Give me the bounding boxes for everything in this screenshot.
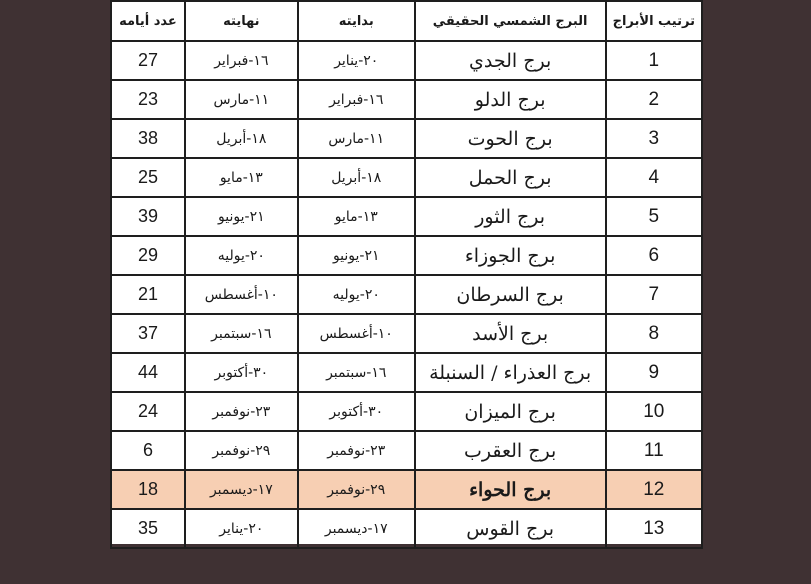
table-row <box>111 431 702 470</box>
start-cell: ٣٠-أكتوبر <box>298 392 415 431</box>
start-cell: ٢٠-يناير <box>298 41 415 80</box>
days-cell: 29 <box>111 236 185 275</box>
table-row <box>111 314 702 353</box>
rank-cell: 8 <box>606 314 702 353</box>
end-cell: ١٨-أبريل <box>185 119 298 158</box>
sign-cell: برج الأسد <box>415 314 606 353</box>
rank-cell: 9 <box>606 353 702 392</box>
header-sign: البرج الشمسي الحقيقي <box>415 1 606 41</box>
days-cell: 18 <box>111 470 185 509</box>
rank-cell: 4 <box>606 158 702 197</box>
days-cell: 23 <box>111 80 185 119</box>
start-cell: ١٧-ديسمبر <box>298 509 415 548</box>
end-cell: ١٧-ديسمبر <box>185 470 298 509</box>
start-cell: ٢١-يونيو <box>298 236 415 275</box>
rank-cell: 7 <box>606 275 702 314</box>
rank-cell: 13 <box>606 509 702 548</box>
table-row <box>111 119 702 158</box>
table-body <box>111 41 702 548</box>
zodiac-table-container <box>110 0 703 544</box>
end-cell: ٢٩-نوفمبر <box>185 431 298 470</box>
sign-cell: برج الجوزاء <box>415 236 606 275</box>
rank-cell: 6 <box>606 236 702 275</box>
start-cell: ١٣-مايو <box>298 197 415 236</box>
start-cell: ١٠-أغسطس <box>298 314 415 353</box>
sign-cell: برج الحوت <box>415 119 606 158</box>
table-row <box>111 236 702 275</box>
table-row-highlighted <box>111 470 702 509</box>
sign-cell: برج الجدي <box>415 41 606 80</box>
sign-cell: برج العقرب <box>415 431 606 470</box>
rank-cell: 10 <box>606 392 702 431</box>
sign-cell: برج الحواء <box>415 470 606 509</box>
header-start: بدايته <box>298 1 415 41</box>
days-cell: 44 <box>111 353 185 392</box>
days-cell: 37 <box>111 314 185 353</box>
start-cell: ٢٠-يوليه <box>298 275 415 314</box>
table-row <box>111 509 702 548</box>
rank-cell: 2 <box>606 80 702 119</box>
sign-cell: برج الدلو <box>415 80 606 119</box>
sign-cell: برج القوس <box>415 509 606 548</box>
days-cell: 27 <box>111 41 185 80</box>
rank-cell: 3 <box>606 119 702 158</box>
table-row <box>111 392 702 431</box>
end-cell: ١١-مارس <box>185 80 298 119</box>
start-cell: ٢٩-نوفمبر <box>298 470 415 509</box>
rank-cell: 5 <box>606 197 702 236</box>
table-row <box>111 158 702 197</box>
table-row <box>111 41 702 80</box>
table-row <box>111 275 702 314</box>
end-cell: ٢٠-يوليه <box>185 236 298 275</box>
end-cell: ٢٣-نوفمبر <box>185 392 298 431</box>
start-cell: ١٦-سبتمبر <box>298 353 415 392</box>
end-cell: ١٣-مايو <box>185 158 298 197</box>
end-cell: ١٠-أغسطس <box>185 275 298 314</box>
sign-cell: برج السرطان <box>415 275 606 314</box>
days-cell: 24 <box>111 392 185 431</box>
sign-cell: برج العذراء / السنبلة <box>415 353 606 392</box>
header-rank: ترتيب الأبراج <box>606 1 702 41</box>
sign-cell: برج الثور <box>415 197 606 236</box>
start-cell: ٢٣-نوفمبر <box>298 431 415 470</box>
start-cell: ١٦-فبراير <box>298 80 415 119</box>
end-cell: ١٦-سبتمبر <box>185 314 298 353</box>
sign-cell: برج الميزان <box>415 392 606 431</box>
start-cell: ١١-مارس <box>298 119 415 158</box>
header-row <box>111 1 702 41</box>
end-cell: ٢١-يونيو <box>185 197 298 236</box>
sign-cell: برج الحمل <box>415 158 606 197</box>
table-row <box>111 353 702 392</box>
end-cell: ١٦-فبراير <box>185 41 298 80</box>
table-row <box>111 197 702 236</box>
days-cell: 21 <box>111 275 185 314</box>
header-end: نهايته <box>185 1 298 41</box>
days-cell: 6 <box>111 431 185 470</box>
days-cell: 25 <box>111 158 185 197</box>
days-cell: 35 <box>111 509 185 548</box>
rank-cell: 1 <box>606 41 702 80</box>
rank-cell: 12 <box>606 470 702 509</box>
start-cell: ١٨-أبريل <box>298 158 415 197</box>
days-cell: 38 <box>111 119 185 158</box>
header-days: عدد أيامه <box>111 1 185 41</box>
rank-cell: 11 <box>606 431 702 470</box>
zodiac-table <box>110 0 703 549</box>
days-cell: 39 <box>111 197 185 236</box>
end-cell: ٣٠-أكتوبر <box>185 353 298 392</box>
table-row <box>111 80 702 119</box>
end-cell: ٢٠-يناير <box>185 509 298 548</box>
